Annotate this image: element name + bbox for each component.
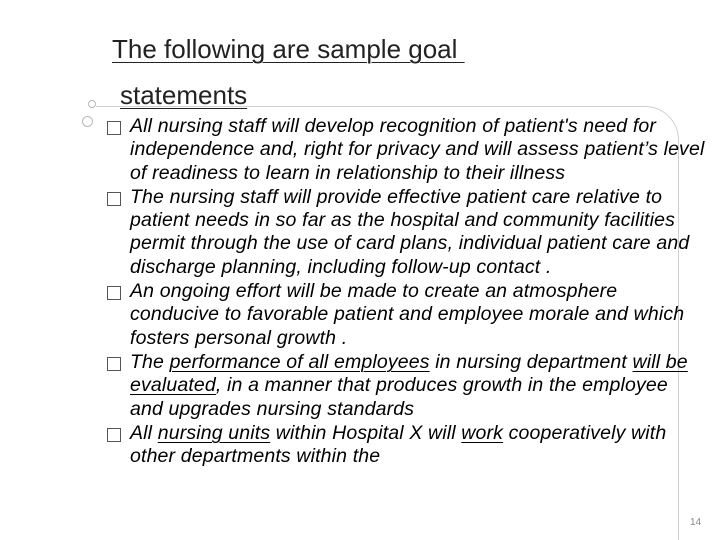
bullet-text: All (130, 421, 158, 444)
title-line-2: statements (120, 80, 248, 110)
goal-statements-list (106, 115, 706, 469)
bullet-item (106, 280, 706, 350)
checkbox-bullet-icon (107, 357, 121, 371)
decorative-dot (82, 116, 93, 127)
underlined-phrase: will be evaluated (130, 350, 688, 397)
checkbox-bullet-icon (107, 286, 121, 300)
title-line-1: The following are sample goal (112, 34, 465, 64)
bullet-text: in nursing department (429, 350, 633, 373)
bullet-text: The nursing staff will provide effective patient care relative to patient needs in so far as the hospital and community facilities permit through the use of card plans, individual patient care and discharge planning, including follow-up contact . (130, 185, 690, 278)
bullet-text: The (130, 350, 170, 373)
bullet-text: An ongoing effort will be made to create an atmosphere conducive to favorable patient and employee morale and which fosters personal growth . (130, 280, 685, 349)
underlined-phrase: performance of all employees (169, 350, 430, 373)
bullet-text: cooperatively with other departments within the (130, 421, 667, 468)
bullet-text: , in a manner that produces growth in the employee and upgrades nursing standards (130, 374, 668, 420)
bullet-item (106, 115, 706, 185)
bullet-text: All nursing staff will develop recognition of patient's need for independence and, right for privacy and will assess patient’s level of readiness to learn in relationship to their illness (130, 115, 705, 184)
bullet-text: within Hospital X will (270, 421, 462, 444)
bullet-item (106, 422, 706, 469)
underlined-phrase: nursing units (157, 421, 271, 444)
bullet-item (106, 351, 706, 421)
bullet-item (106, 186, 706, 279)
decorative-dot (88, 100, 96, 108)
checkbox-bullet-icon (107, 192, 121, 206)
underlined-phrase: work (461, 421, 504, 444)
checkbox-bullet-icon (107, 121, 121, 135)
slide-title (112, 26, 465, 118)
page-number: 14 (690, 517, 702, 528)
checkbox-bullet-icon (107, 428, 121, 442)
